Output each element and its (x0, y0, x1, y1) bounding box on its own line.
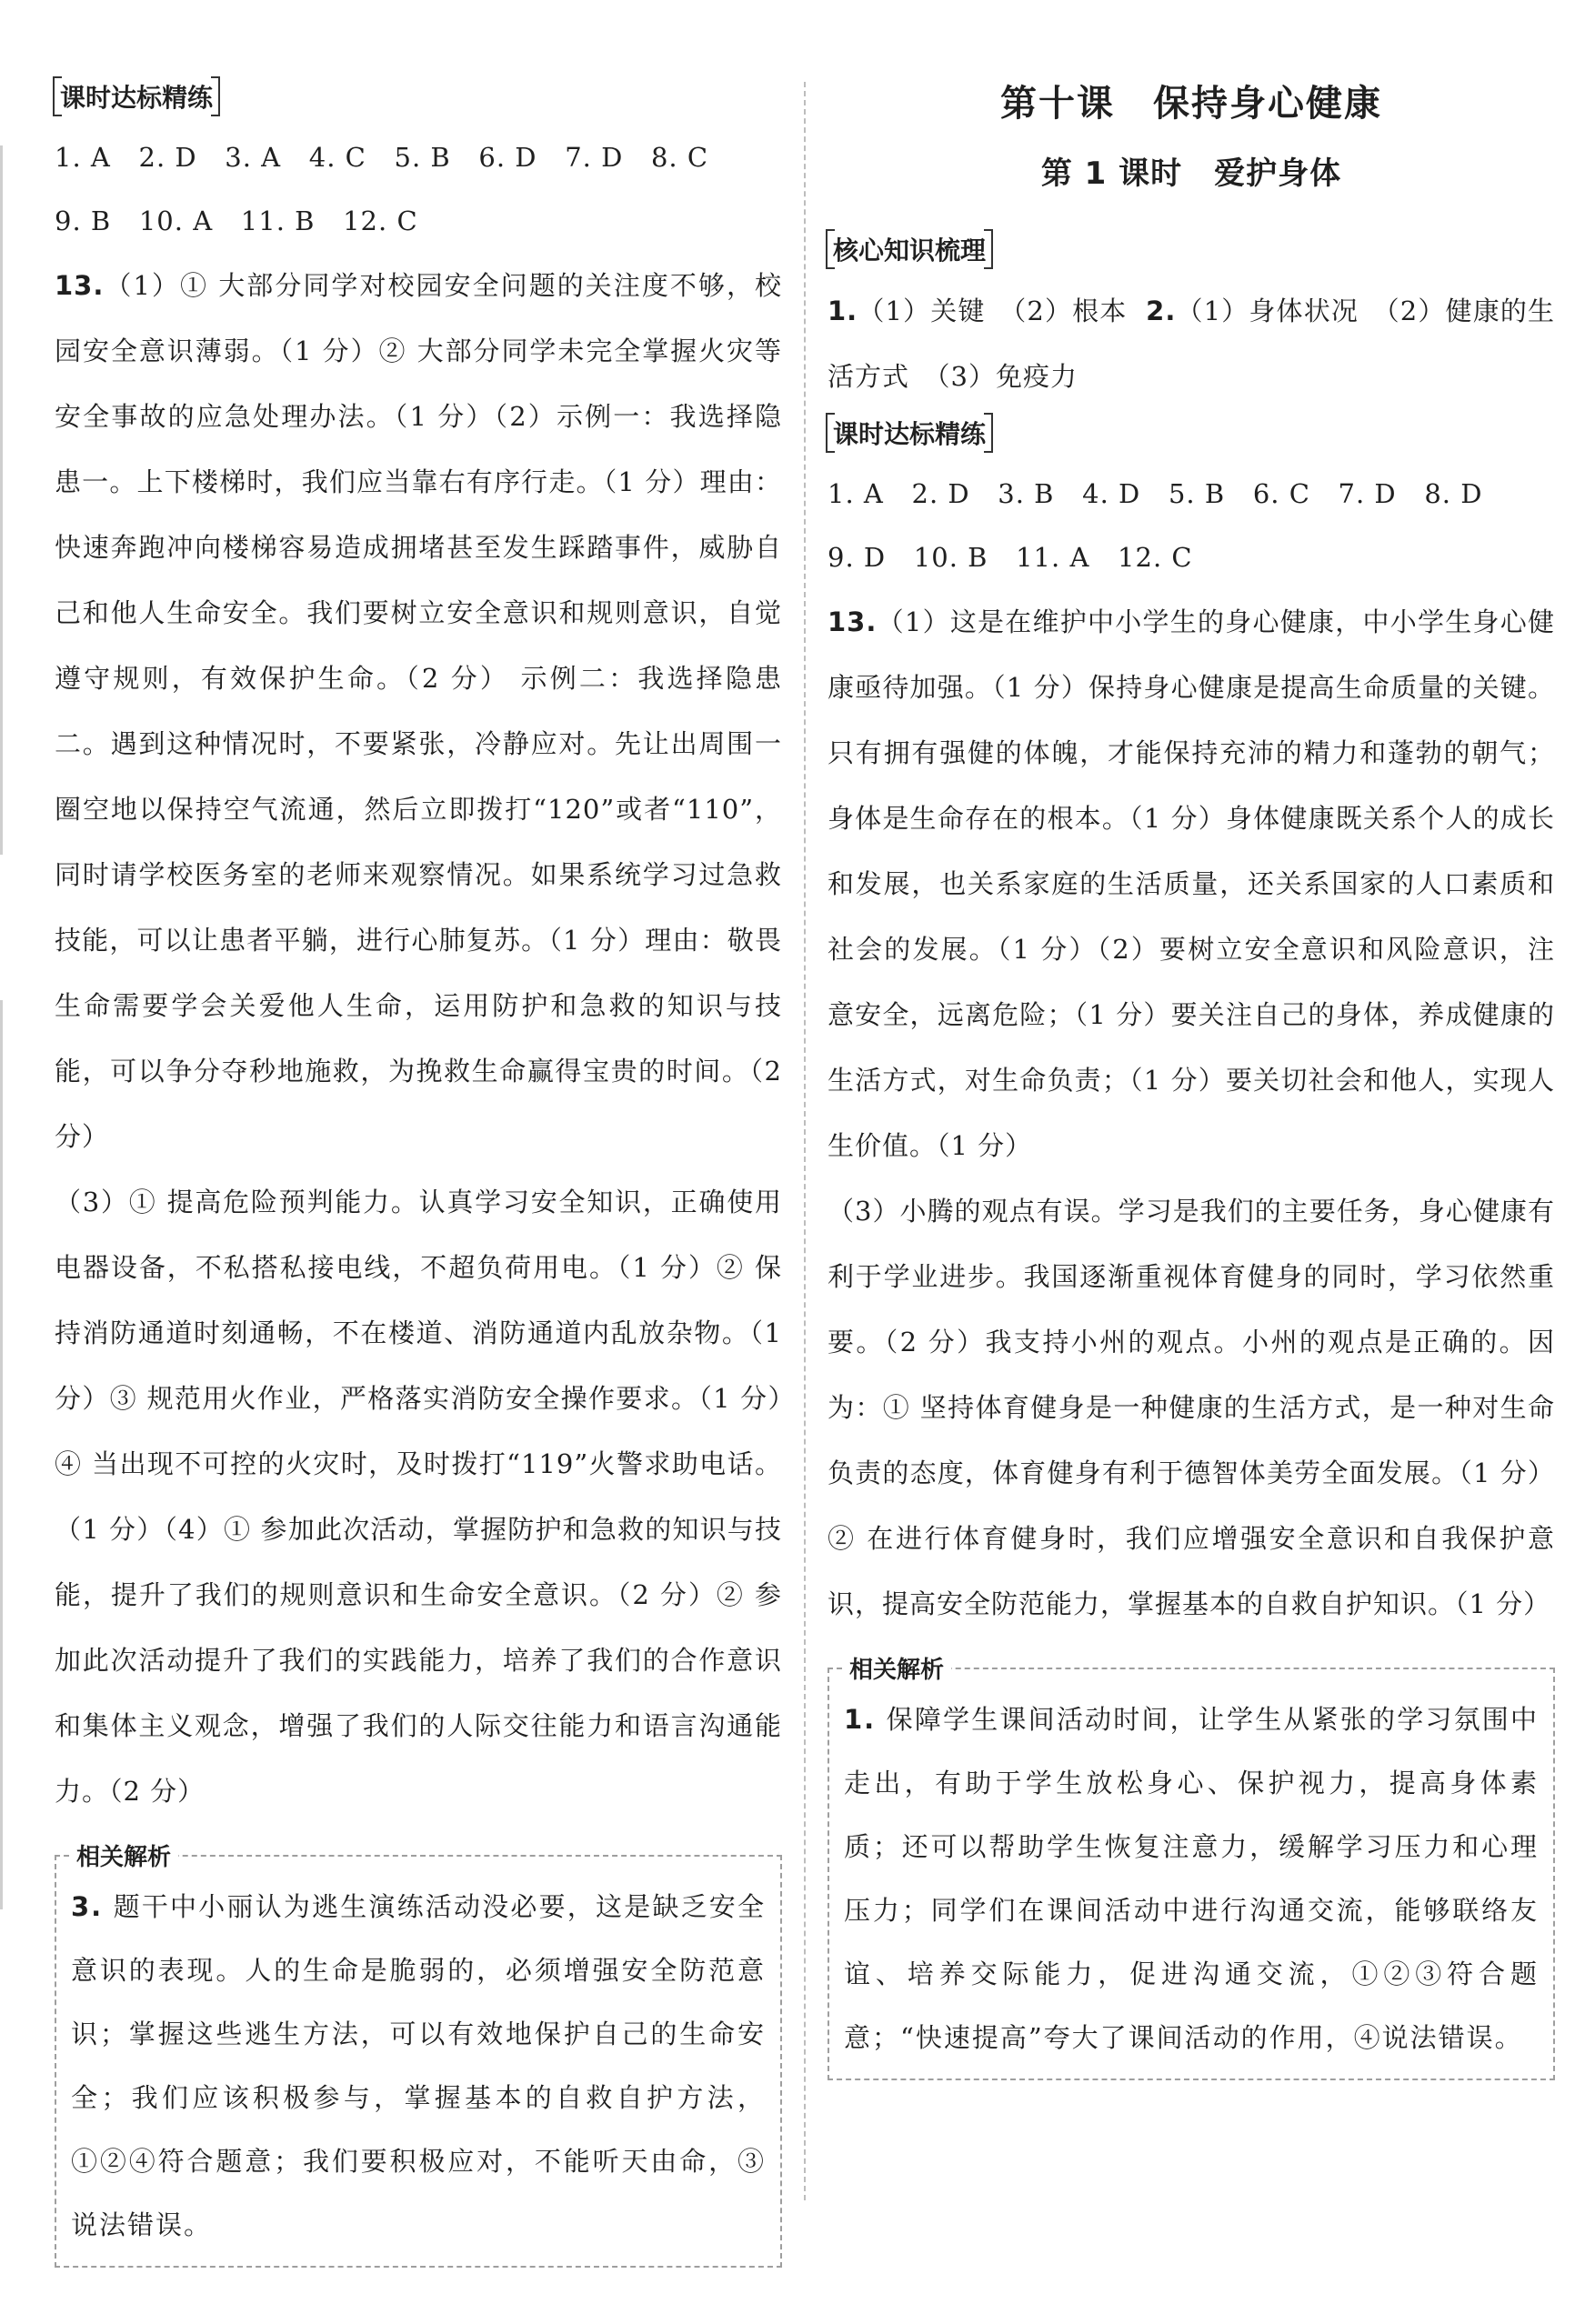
lesson-subtitle: 第 1 课时 爱护身体 (1040, 155, 1342, 192)
q13-text: （1）① 大部分同学对校园安全问题的关注度不够，校园安全意识薄弱。（1 分）② 大部分同学未完全掌握火灾等安全事故的应急处理办法。（1 分）（2）示例一：我选择隐患一。上下楼梯时，我们应当靠右有序行走。（1 分）理由：快速奔跑冲向楼梯容易造成拥堵甚至发生踩踏事件，威胁自己和他人生命安全。我们要树立安全意识和规则意识，自觉遵守规则，有效保护生命。（2 分） 示例二：我选择隐患二。遇到这种情况时，不要紧张，冷静应对。先让出周围一圈空地以保持空气流通，然后立即拨打“120”或者“110”，同时请学校医务室的老师来观察情况。如果系统学习过急救技能，可以让患者平躺，进行心肺复苏。（1 分）理由：敬畏生命需要学会关爱他人生命，运用防护和急救的知识与技能，可以争分夺秒地施救，为挽救生命赢得宝贵的时间。（2 分） (55, 270, 782, 1152)
analysis-box (828, 1657, 1555, 2080)
section-label-practice: 课时达标精练 (828, 413, 991, 453)
answer-item: 3. A (225, 142, 282, 173)
q13-text: （1）这是在维护中小学生的身心健康，中小学生身心健康亟待加强。（1 分）保持身心健康是提高生命质量的关键。只有拥有强健的体魄，才能保持充沛的精力和蓬勃的朝气；身体是生命存在的根本。（1 分）身体健康既关系个人的成长和发展，也关系家庭的生活质量，还关系国家的人口素质和社会的发展。（1 分）（2）要树立安全意识和风险意识，注意安全，远离危险；（1 分）要关注自己的身体，养成健康的生活方式，对生命负责；（1 分）要关切社会和他人，实现人生价值。（1 分） (828, 606, 1555, 1161)
answer-item: 8. C (650, 142, 709, 173)
analysis-number: 3. (71, 1891, 104, 1922)
analysis-label: 相关解析 (842, 1651, 951, 1685)
answer-item: 9. B (55, 205, 112, 236)
core-q1-text: （1）关键 （2）根本 (858, 296, 1128, 326)
page-edge-mark-bottom (0, 1000, 3, 1909)
answer-item: 2. D (138, 142, 197, 173)
answer-item: 1. A (828, 478, 884, 509)
answer-key-line-2 (828, 526, 1555, 589)
answer-item: 9. D (828, 542, 887, 573)
answer-key-line-1 (828, 462, 1555, 526)
analysis-body: 保障学生课间活动时间，让学生从紧张的学习氛围中走出，有助于学生放松身心、保护视力，提高身体素质；还可以帮助学生恢复注意力，缓解学习压力和心理压力；同学们在课间活动中进行沟通交流，能够联络友谊、培养交际能力，促进沟通交流，①②③符合题意；“快速提高”夸大了课间活动的作用，④说法错误。 (844, 1704, 1539, 2053)
analysis-text (844, 1688, 1539, 2069)
answer-item: 4. C (308, 142, 366, 173)
answer-item: 10. A (138, 205, 214, 236)
analysis-box (55, 1844, 782, 2268)
answer-item: 12. C (1118, 542, 1193, 573)
page-edge-mark-top (0, 145, 3, 855)
answer-item: 5. B (394, 142, 451, 173)
answer-item: 11. A (1016, 542, 1090, 573)
right-column (828, 73, 1555, 2080)
question-number: 1. (828, 296, 858, 326)
analysis-number: 1. (844, 1704, 877, 1735)
answer-item: 7. D (1338, 478, 1397, 509)
left-column (55, 73, 782, 2268)
analysis-body: 题干中小丽认为逃生演练活动没必要，这是缺乏安全意识的表现。人的生命是脆弱的，必须增强安全防范意识；掌握这些逃生方法，可以有效地保护自己的生命安全；我们应该积极参与，掌握基本的自救自护方法，①②④符合题意；我们要积极应对，不能听天由命，③说法错误。 (71, 1891, 766, 2240)
q13-answer-part3: （3）① 提高危险预判能力。认真学习安全知识，正确使用电器设备，不私搭私接电线，不超负荷用电。（1 分）② 保持消防通道时刻通畅，不在楼道、消防通道内乱放杂物。（1 分）③ 规范用火作业，严格落实消防安全操作要求。（1 分）④ 当出现不可控的火灾时，及时拨打“119”火警求助电话。（1 分）（4）① 参加此次活动，掌握防护和急救的知识与技能，提升了我们的规则意识和生命安全意识。（2 分）② 参加此次活动提升了我们的实践能力，培养了我们的合作意识和集体主义观念，增强了我们的人际交往能力和语言沟通能力。（2 分） (55, 1187, 782, 1807)
answer-key-line-1 (55, 125, 782, 189)
answer-item: 3. B (998, 478, 1055, 509)
answer-item: 5. B (1168, 478, 1226, 509)
answer-item: 12. C (343, 205, 418, 236)
lesson-title: 第十课 保持身心健康 (1000, 83, 1382, 125)
column-divider (804, 82, 806, 2200)
section-label-core: 核心知识梳理 (828, 229, 991, 269)
question-number: 2. (1146, 296, 1177, 326)
q13-answer (55, 253, 782, 1169)
analysis-label: 相关解析 (69, 1838, 178, 1872)
answer-item: 4. D (1082, 478, 1141, 509)
answer-key-line-2 (55, 189, 782, 253)
answer-item: 2. D (911, 478, 970, 509)
answer-item: 6. D (478, 142, 537, 173)
answer-item: 6. C (1252, 478, 1310, 509)
answer-item: 8. D (1424, 478, 1483, 509)
question-number: 13. (55, 270, 105, 301)
core-knowledge (828, 278, 1555, 409)
answer-item: 11. B (240, 205, 316, 236)
answer-item: 10. B (913, 542, 988, 573)
answer-item: 1. A (55, 142, 111, 173)
question-number: 13. (828, 606, 878, 637)
section-label-practice: 课时达标精练 (55, 76, 218, 116)
answer-item: 7. D (565, 142, 624, 173)
q13-answer (828, 589, 1555, 1178)
q13-answer-part3: （3）小腾的观点有误。学习是我们的主要任务，身心健康有利于学业进步。我国逐渐重视体育健身的同时，学习依然重要。（2 分）我支持小州的观点。小州的观点是正确的。因为：① 坚持体育健身是一种健康的生活方式，是一种对生命负责的态度，体育健身有利于德智体美劳全面发展。（1 分）② 在进行体育健身时，我们应增强安全意识和自我保护意识，提高安全防范能力，掌握基本的自救自护知识。（1 分） (828, 1196, 1555, 1619)
core-q2-text: （1）身体状况 （2）健康的生活方式 （3）免疫力 (828, 296, 1556, 392)
analysis-text (71, 1875, 766, 2257)
